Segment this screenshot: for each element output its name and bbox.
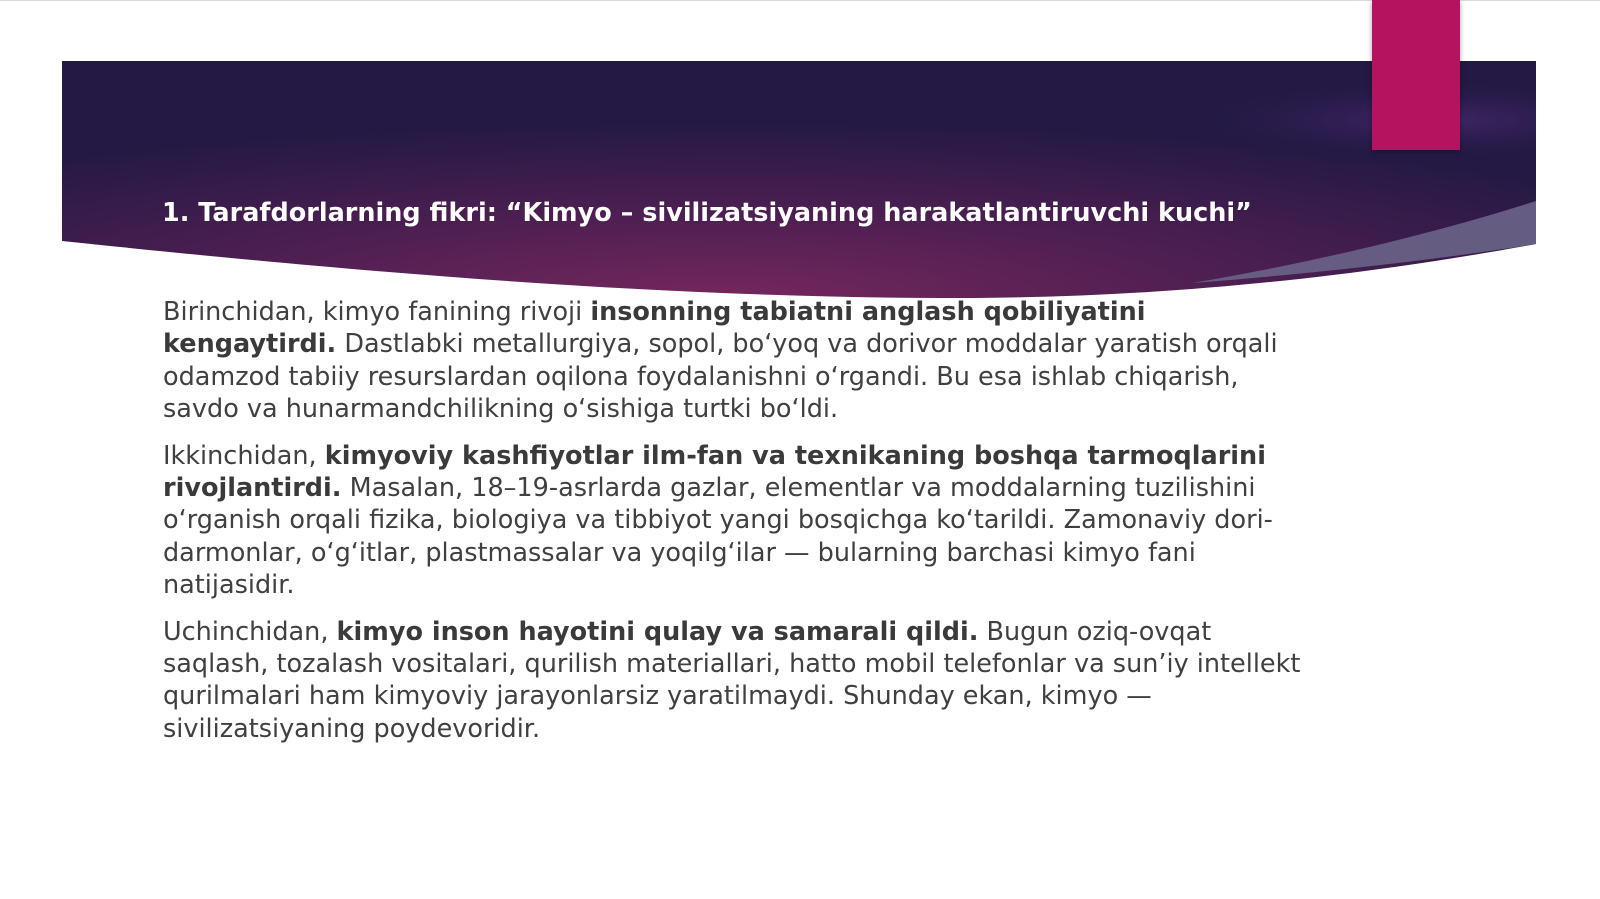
- top-divider: [0, 0, 1600, 1]
- paragraph-first: [163, 296, 1313, 426]
- paragraph-text: Masalan, 18–19-asrlarda gazlar, elementlar va moddalarning tuzilishini o‘rganish orqali fizika, biologiya va tibbiyot yangi bosqichga ko‘tarildi. Zamonaviy dori-darmonlar, o‘g‘itlar, plastmassalar va yoqilg‘ilar — bularning barchasi kimyo fani natijasidir.: [163, 473, 1273, 601]
- paragraph-emphasis: insonning tabiatni anglash qobiliyatini kengaytirdi.: [163, 297, 1146, 360]
- paragraph-emphasis: kimyoviy kashfiyotlar ilm-fan va texnikaning boshqa tarmoqlarini rivojlantirdi.: [163, 440, 1266, 504]
- paragraph-text: Bugun oziq-ovqat saqlash, tozalash vositalari, qurilish materiallari, hatto mobil telefonlar va sun’iy intellekt qurilmalari ham kimyoviy jarayonlarsiz yaratilmaydi. Shunday ekan, kimyo — sivilizatsiyaning poydevoridir.: [163, 616, 1301, 744]
- title-banner: [62, 61, 1536, 301]
- slide-body: [163, 296, 1313, 759]
- slide-title: 1. Tarafdorlarning fikri: “Kimyo – sivilizatsiyaning harakatlantiruvchi kuchi”: [162, 198, 1252, 228]
- paragraph-second: [163, 440, 1313, 602]
- paragraph-intro: Birinchidan, kimyo fanining rivoji: [163, 297, 591, 327]
- title-banner-shape: [62, 61, 1536, 301]
- paragraph-emphasis: kimyo inson hayotini qulay va samarali qildi.: [336, 616, 979, 647]
- accent-tab: [1372, 0, 1460, 150]
- paragraph-third: [163, 616, 1313, 746]
- paragraph-intro: Ikkinchidan,: [163, 440, 325, 471]
- paragraph-intro: Uchinchidan,: [163, 616, 337, 647]
- paragraph-text: Dastlabki metallurgiya, sopol, bo‘yoq va dorivor moddalar yaratish orqali odamzod tabiiy resurslardan oqilona foydalanishni o‘rgandi. Bu esa ishlab chiqarish, savdo va hunarmandchilikning o‘sishiga turtki bo‘ldi.: [163, 329, 1278, 425]
